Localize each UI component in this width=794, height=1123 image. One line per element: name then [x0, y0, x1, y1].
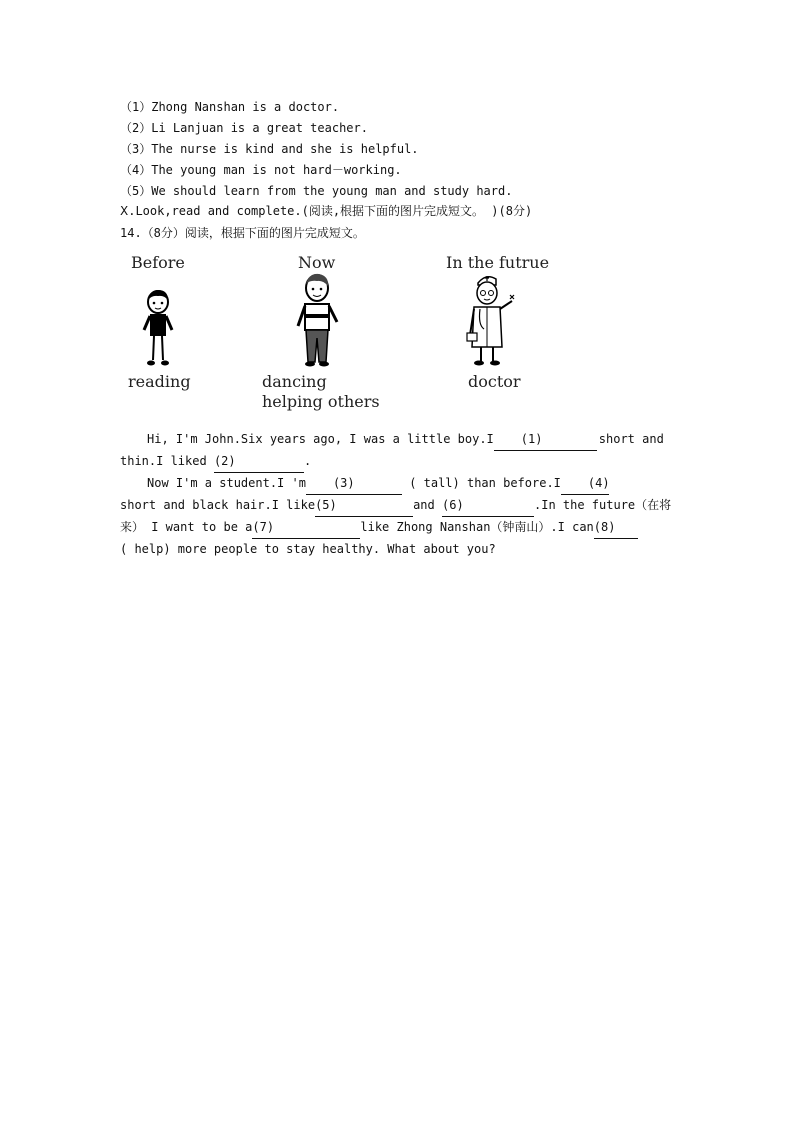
now-caption-2: helping others — [262, 392, 380, 411]
section-heading: Ⅹ.Look,read and complete.(阅读,根据下面的图片完成短文。 )(8分) — [120, 204, 533, 218]
sentence-1: （1）Zhong Nanshan is a doctor. — [120, 100, 340, 114]
passage-text: Now I'm a student.I 'm — [147, 476, 306, 490]
now-label: Now — [298, 253, 336, 272]
question-heading: 14.（8分）阅读，根据下面的图片完成短文。 — [120, 226, 365, 240]
passage-line-3 — [120, 473, 676, 495]
passage-text: 来） I want to be a — [120, 520, 253, 534]
passage-text: .In the future（在将 — [534, 498, 672, 512]
future-caption: doctor — [468, 372, 521, 391]
passage-line-2 — [120, 451, 676, 473]
passage-line-1 — [120, 429, 676, 451]
blank-4[interactable]: (4) — [561, 473, 609, 495]
boy-now-image — [293, 272, 343, 368]
sentence-3: （3）The nurse is kind and she is helpful. — [120, 142, 419, 156]
blank-3[interactable]: (3) — [306, 473, 402, 495]
passage-line-6 — [120, 539, 676, 560]
passage — [120, 429, 676, 560]
blank-5[interactable]: (5) — [315, 495, 413, 517]
blank-2[interactable]: (2) — [214, 451, 304, 473]
passage-text: short and black hair.I like — [120, 498, 316, 512]
blank-7[interactable]: (7) — [252, 517, 360, 539]
passage-line-4 — [120, 495, 676, 517]
before-label: Before — [131, 253, 185, 272]
before-caption: reading — [128, 372, 191, 391]
sentence-5: （5）We should learn from the young man and study hard. — [120, 184, 513, 198]
doctor-image — [464, 273, 520, 369]
future-label: In the futrue — [446, 253, 550, 272]
passage-text: thin.I liked — [120, 454, 207, 468]
passage-text: ( tall) than before.I — [409, 476, 561, 490]
passage-text: like Zhong Nanshan（钟南山）.I can — [360, 520, 594, 534]
passage-text: short and — [598, 432, 664, 446]
blank-6[interactable]: (6) — [442, 495, 534, 517]
blank-8[interactable]: (8) — [594, 517, 638, 539]
passage-line-5 — [120, 517, 676, 539]
passage-text: and — [413, 498, 435, 512]
blank-1[interactable]: (1) — [494, 429, 597, 451]
passage-text: ( help) more people to stay healthy. What about you? — [120, 542, 496, 556]
sentence-4: （4）The young man is not hard－working. — [120, 163, 402, 177]
sentence-2: （2）Li Lanjuan is a great teacher. — [120, 121, 368, 135]
passage-text: Hi, I'm John.Six years ago, I was a little boy.I — [147, 432, 494, 446]
boy-before-image — [138, 288, 178, 368]
now-caption-1: dancing — [262, 372, 327, 391]
passage-text: . — [303, 454, 312, 468]
